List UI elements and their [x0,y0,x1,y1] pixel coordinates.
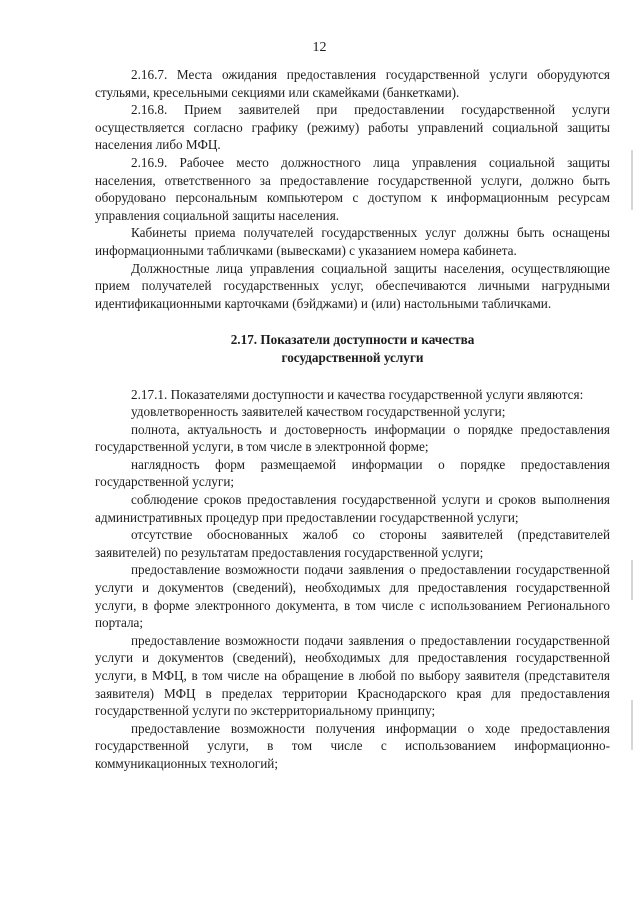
paragraph-2-16-7: 2.16.7. Места ожидания предоставления государственной услуги оборудуются стульями, кресельными секциями или скамейками (банкетками). [95,67,610,100]
paragraph-2-17-1: 2.17.1. Показателями доступности и качества государственной услуги являются: [131,386,584,402]
list-item-no-complaints: отсутствие обоснованных жалоб со стороны заявителей (представителей заявителей) по результатам предоставления государственной услуги; [95,527,610,560]
paragraph-officials: Должностные лица управления социальной защиты населения, осуществляющие прием получателей государственных услуг, обеспечиваются личными нагрудными идентификационными карточками (бэйджами) и (или) настольными табличками. [95,260,610,311]
document-body [95,66,610,773]
list-item-form-clarity: наглядность форм размещаемой информации о порядке предоставления государственной услуги; [95,456,610,490]
scan-edge-mark [631,150,633,210]
list-item-deadlines: соблюдение сроков предоставления государственной услуги и сроков выполнения административных процедур при предоставлении государственной услуги; [95,492,610,525]
list-item-progress-information: предоставление возможности получения информации о ходе предоставления государственной услуги, в том числе с использованием информационно-коммуникационных технологий; [95,720,610,771]
list-item-satisfaction: удовлетворенность заявителей качеством государственной услуги; [131,404,506,420]
section-heading-line-2: государственной услуги [281,349,424,365]
scan-edge-mark [631,700,633,750]
section-2-16-items [95,66,610,312]
section-heading-2-17 [95,331,610,366]
section-2-17-items [95,386,610,773]
section-heading-line-1: 2.17. Показатели доступности и качества [230,332,475,348]
list-item-mfc-submission: предоставление возможности подачи заявления о предоставлении государственной услуги и документов (сведений), необходимых для предоставления государственной услуги, в МФЦ, в том числе на обращение в любой по выбору заявителя (представителя заявителя) МФЦ в пределах территории Краснодарского края для предоставления государственной услуги по экстерриториальному принципу; [95,632,610,719]
paragraph-2-16-8: 2.16.8. Прием заявителей при предоставлении государственной услуги осуществляется согласно графику (режиму) работы управлений социальной защиты населения либо МФЦ. [95,102,610,153]
scan-edge-mark [631,560,633,600]
paragraph-cabinets: Кабинеты приема получателей государственных услуг должны быть оснащены информационными табличками (вывесками) с указанием номера кабинета. [95,225,610,258]
page-number: 12 [312,40,327,55]
list-item-electronic-submission: предоставление возможности подачи заявления о предоставлении государственной услуги и документов (сведений), необходимых для предоставления государственной услуги, в форме электронного документа, в том числе с использованием Регионального портала; [95,562,610,631]
paragraph-2-16-9: 2.16.9. Рабочее место должностного лица управления социальной защиты населения, ответственного за предоставление государственной услуги, должно быть оборудовано персональным компьютером с доступом к информационным ресурсам управления социальной защиты населения. [95,154,610,223]
list-item-information-completeness: полнота, актуальность и достоверность информации о порядке предоставления государственной услуги, в том числе в электронной форме; [95,421,610,455]
